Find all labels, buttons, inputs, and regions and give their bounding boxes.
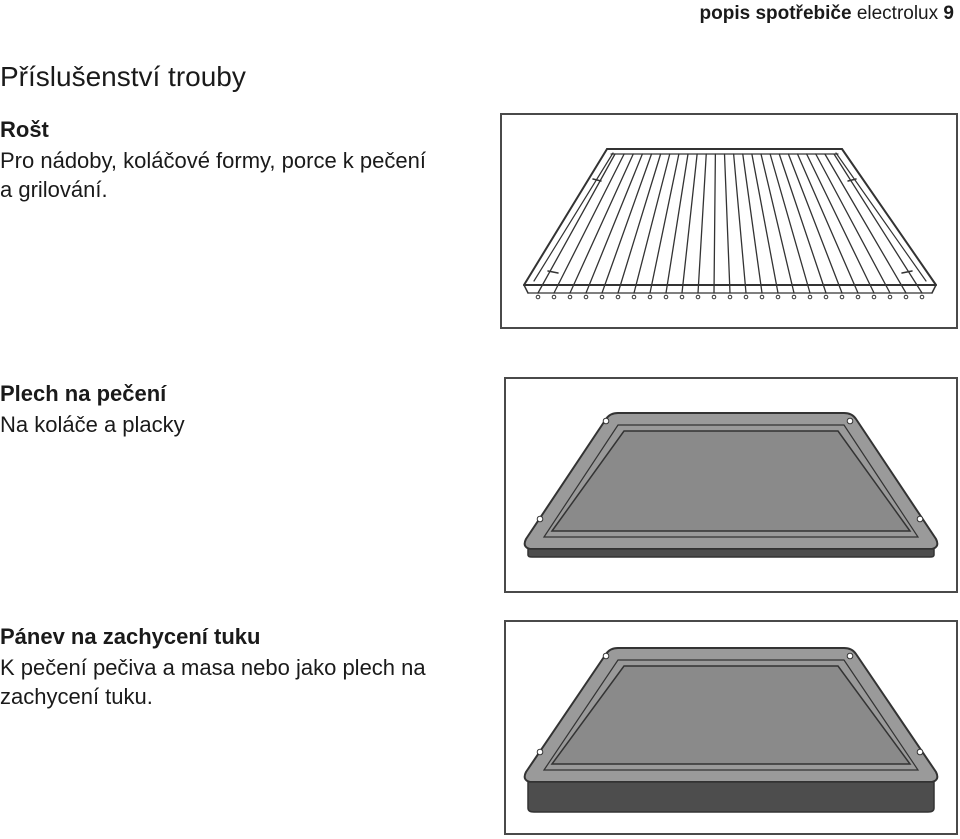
deep-roasting-pan-icon — [506, 622, 956, 833]
accessory-deep-pan — [0, 623, 480, 711]
baking-tray-image-frame — [504, 377, 958, 593]
page-header — [700, 2, 955, 26]
accessory-baking-tray — [0, 380, 480, 439]
accessory-description: Na koláče a placky — [0, 412, 185, 437]
accessory-description: Pro nádoby, koláčové formy, porce k pečení a grilování. — [0, 148, 426, 202]
accessory-title: Rošt — [0, 117, 49, 142]
header-brand: electrolux — [856, 3, 939, 24]
accessory-title: Plech na pečení — [0, 381, 167, 406]
accessory-rack — [0, 116, 480, 204]
rack-image-frame — [500, 113, 958, 329]
oven-shelf-rack-icon — [502, 115, 956, 327]
accessory-description: K pečení pečiva a masa nebo jako plech na zachycení tuku. — [0, 655, 426, 709]
deep-pan-image-frame — [504, 620, 958, 835]
accessory-title: Pánev na zachycení tuku — [0, 624, 261, 649]
baking-tray-icon — [506, 379, 956, 591]
section-title: Příslušenství trouby — [0, 61, 246, 92]
header-section-label: popis spotřebiče — [699, 3, 852, 24]
page-number: 9 — [943, 3, 954, 24]
